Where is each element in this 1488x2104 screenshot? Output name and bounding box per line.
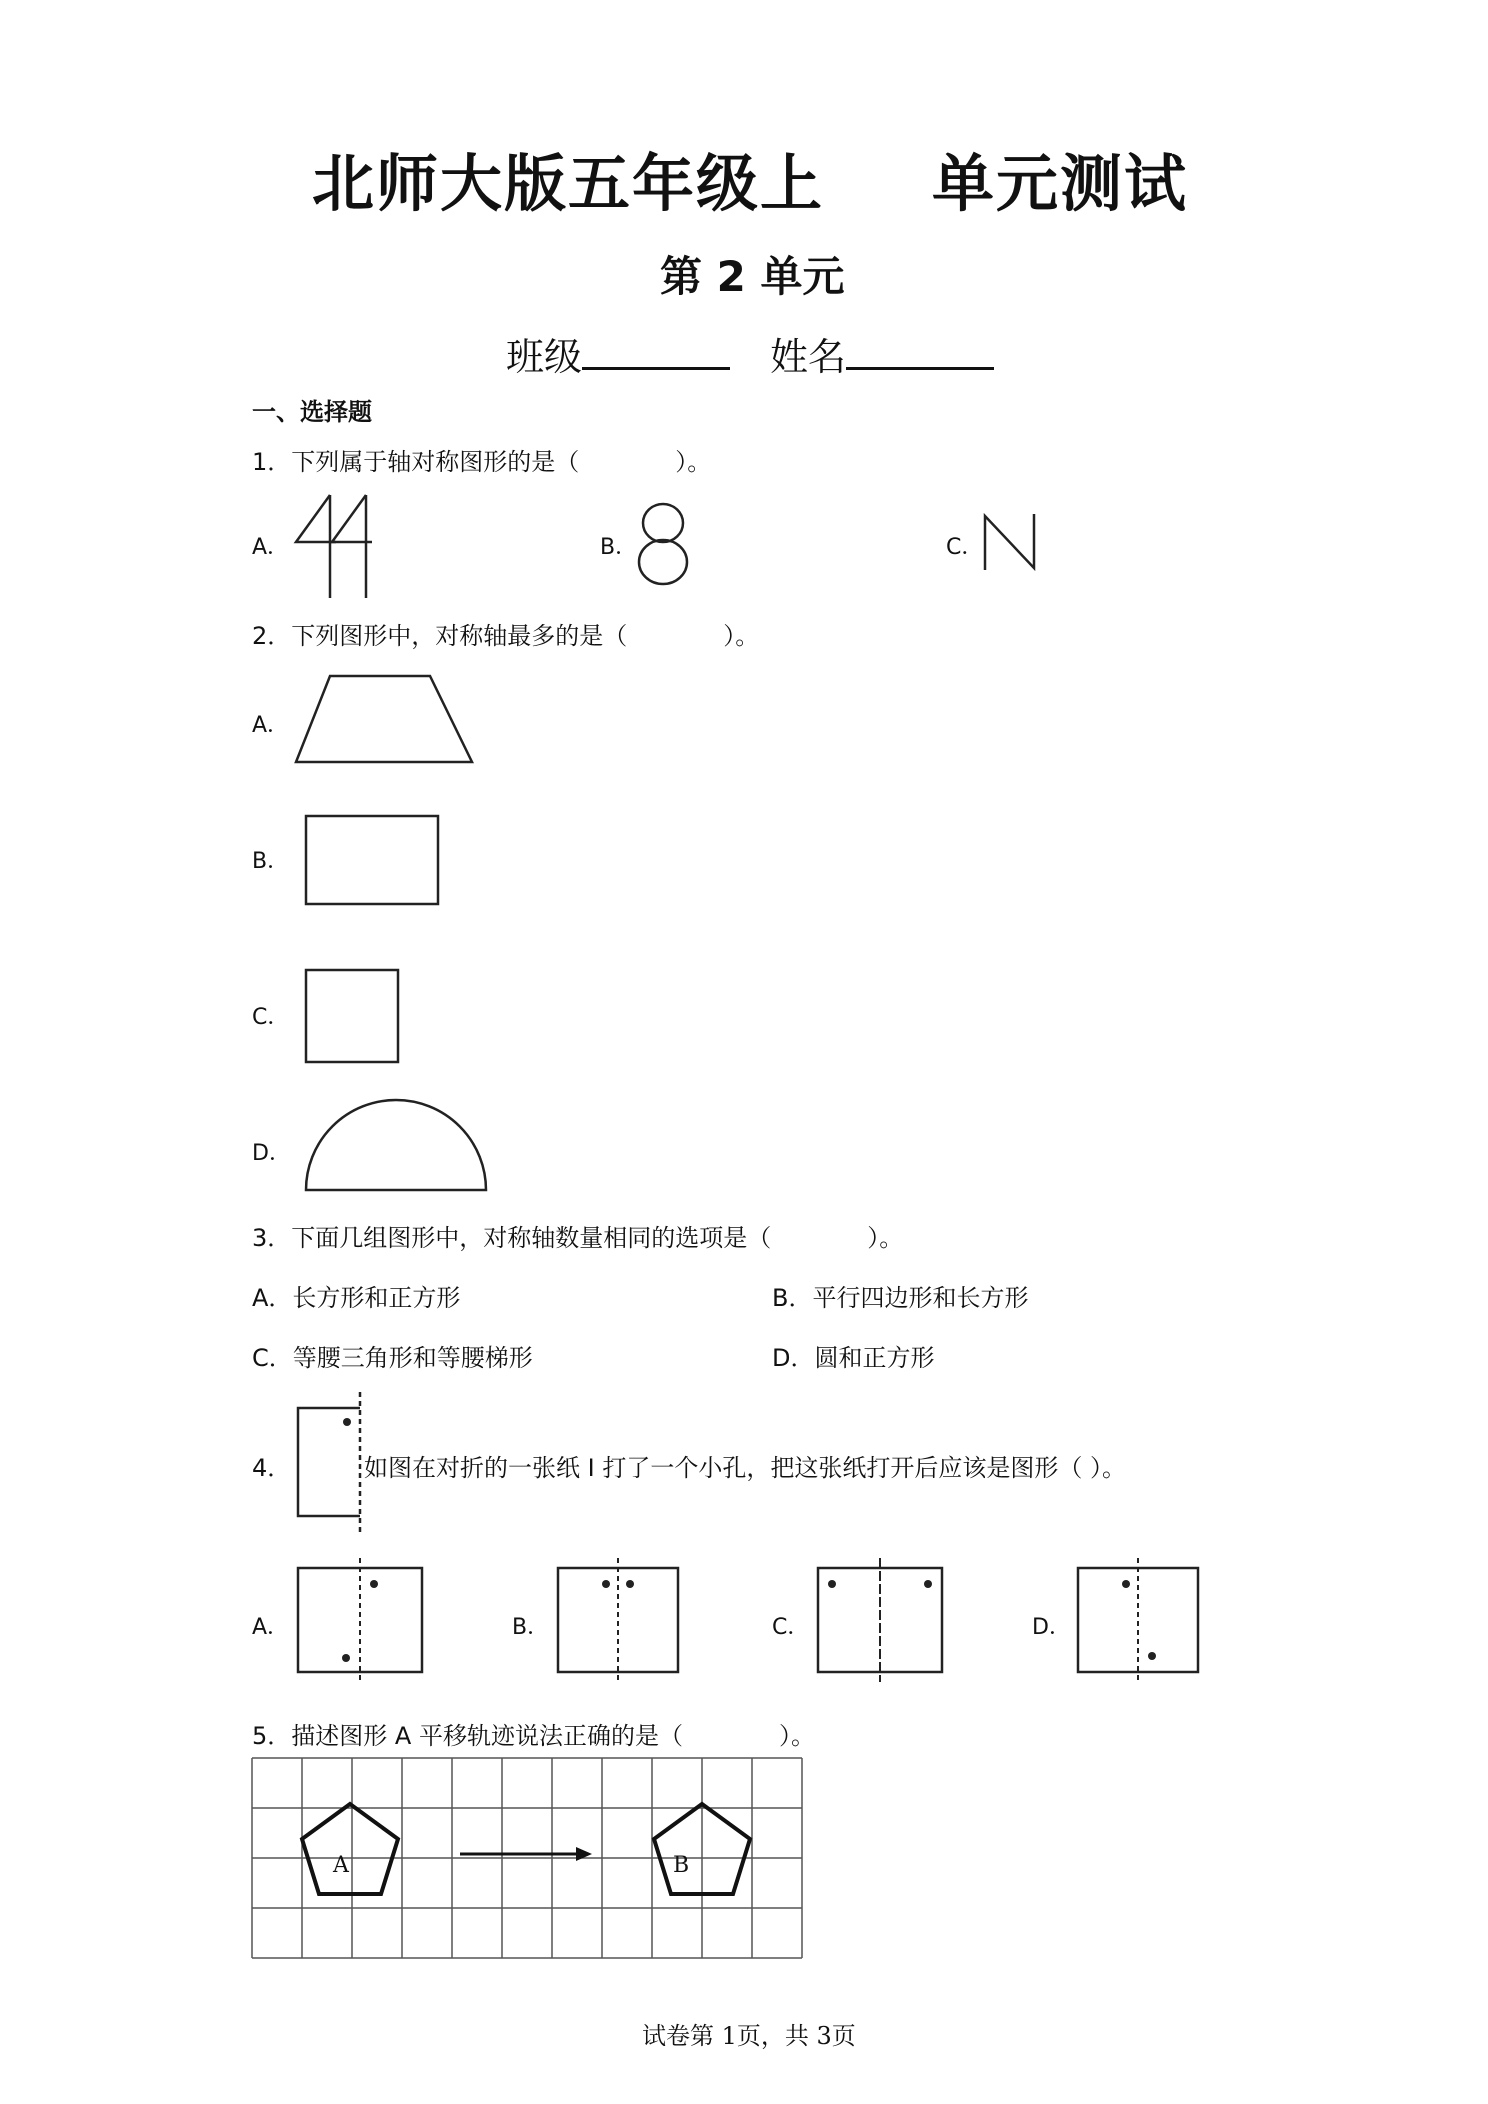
q2-option-b-label[interactable]: B．: [252, 849, 290, 874]
page-title-unit-test: 单元测试: [932, 147, 1189, 220]
q4-option-c-label[interactable]: C．: [772, 1615, 810, 1640]
question-number: 3．: [252, 1224, 292, 1252]
q1-option-c-figure: [982, 512, 1038, 572]
option-label: C．: [252, 1344, 293, 1372]
question-stem: 下列属于轴对称图形的是（ ）。: [291, 448, 712, 476]
q2-option-b-rectangle: [304, 814, 440, 906]
q3-option-c[interactable]: [252, 1338, 533, 1373]
option-label: B．: [772, 1284, 813, 1312]
q3-option-a[interactable]: [252, 1278, 460, 1313]
pentagon-a: [302, 1804, 398, 1894]
q2-option-d-semicircle: [304, 1098, 488, 1192]
option-text: 长方形和正方形: [292, 1284, 461, 1312]
option-text: 等腰三角形和等腰梯形: [292, 1344, 533, 1372]
question-stem: 描述图形 A 平移轨迹说法正确的是（ ）。: [291, 1722, 815, 1750]
unit-subtitle: 第 2 单元: [660, 252, 845, 301]
class-label: 班级: [506, 335, 583, 379]
question-number: 5．: [252, 1722, 292, 1750]
q3-option-b[interactable]: [772, 1278, 1028, 1313]
q3-option-d[interactable]: [772, 1338, 934, 1373]
q2-option-c-square: [304, 968, 400, 1064]
option-label: A．: [252, 1284, 293, 1312]
q1-option-c-label[interactable]: C．: [946, 535, 984, 560]
q4-option-d-figure: [1076, 1556, 1204, 1684]
page-title: 北师大版五年级上: [312, 147, 825, 220]
arrow-head: [576, 1847, 592, 1861]
name-field[interactable]: [770, 326, 994, 381]
q1-option-a-label[interactable]: A．: [252, 535, 290, 560]
q1-option-b-figure: [636, 502, 690, 586]
option-label: D．: [772, 1344, 815, 1372]
question-number: 1．: [252, 448, 292, 476]
shape-a-label: A: [333, 1853, 349, 1878]
question-2: [252, 616, 759, 651]
q4-stem: 如图在对折的一张纸 I 打了一个小孔，把这张纸打开后应该是图形（ ）。: [364, 1454, 1126, 1482]
name-blank[interactable]: [846, 333, 994, 370]
q2-option-a-label[interactable]: A．: [252, 713, 290, 738]
q4-number: 4．: [252, 1454, 292, 1482]
q4-option-b-label[interactable]: B．: [512, 1615, 550, 1640]
q4-option-d-label[interactable]: D．: [1032, 1615, 1071, 1640]
question-3: [252, 1218, 903, 1253]
q5-grid-figure: [250, 1756, 806, 1956]
page-footer: 试卷第 1页，共 3页: [642, 2022, 856, 2050]
q2-option-d-label[interactable]: D．: [252, 1141, 291, 1166]
question-stem: 下面几组图形中，对称轴数量相同的选项是（ ）。: [291, 1224, 904, 1252]
class-field[interactable]: [506, 326, 730, 381]
option-text: 圆和正方形: [814, 1344, 935, 1372]
shape-b-label: B: [673, 1853, 690, 1878]
question-1: [252, 442, 711, 477]
q4-folded-paper-figure: [294, 1390, 366, 1534]
class-blank[interactable]: [582, 333, 730, 370]
question-stem: 下列图形中，对称轴最多的是（ ）。: [291, 622, 760, 650]
q4-option-c-figure: [816, 1556, 946, 1684]
question-number: 2．: [252, 622, 292, 650]
q4-option-a-figure: [296, 1556, 426, 1684]
q4-option-b-figure: [556, 1556, 684, 1684]
q4-option-a-label[interactable]: A．: [252, 1615, 290, 1640]
option-text: 平行四边形和长方形: [812, 1284, 1029, 1312]
section-title-choice: 一、选择题: [252, 398, 372, 426]
q1-option-a-figure: [292, 490, 372, 600]
q1-option-b-label[interactable]: B．: [600, 535, 638, 560]
name-label: 姓名: [770, 335, 847, 379]
question-5: [252, 1716, 815, 1751]
q2-option-c-label[interactable]: C．: [252, 1005, 290, 1030]
q2-option-a-trapezoid: [294, 674, 476, 766]
